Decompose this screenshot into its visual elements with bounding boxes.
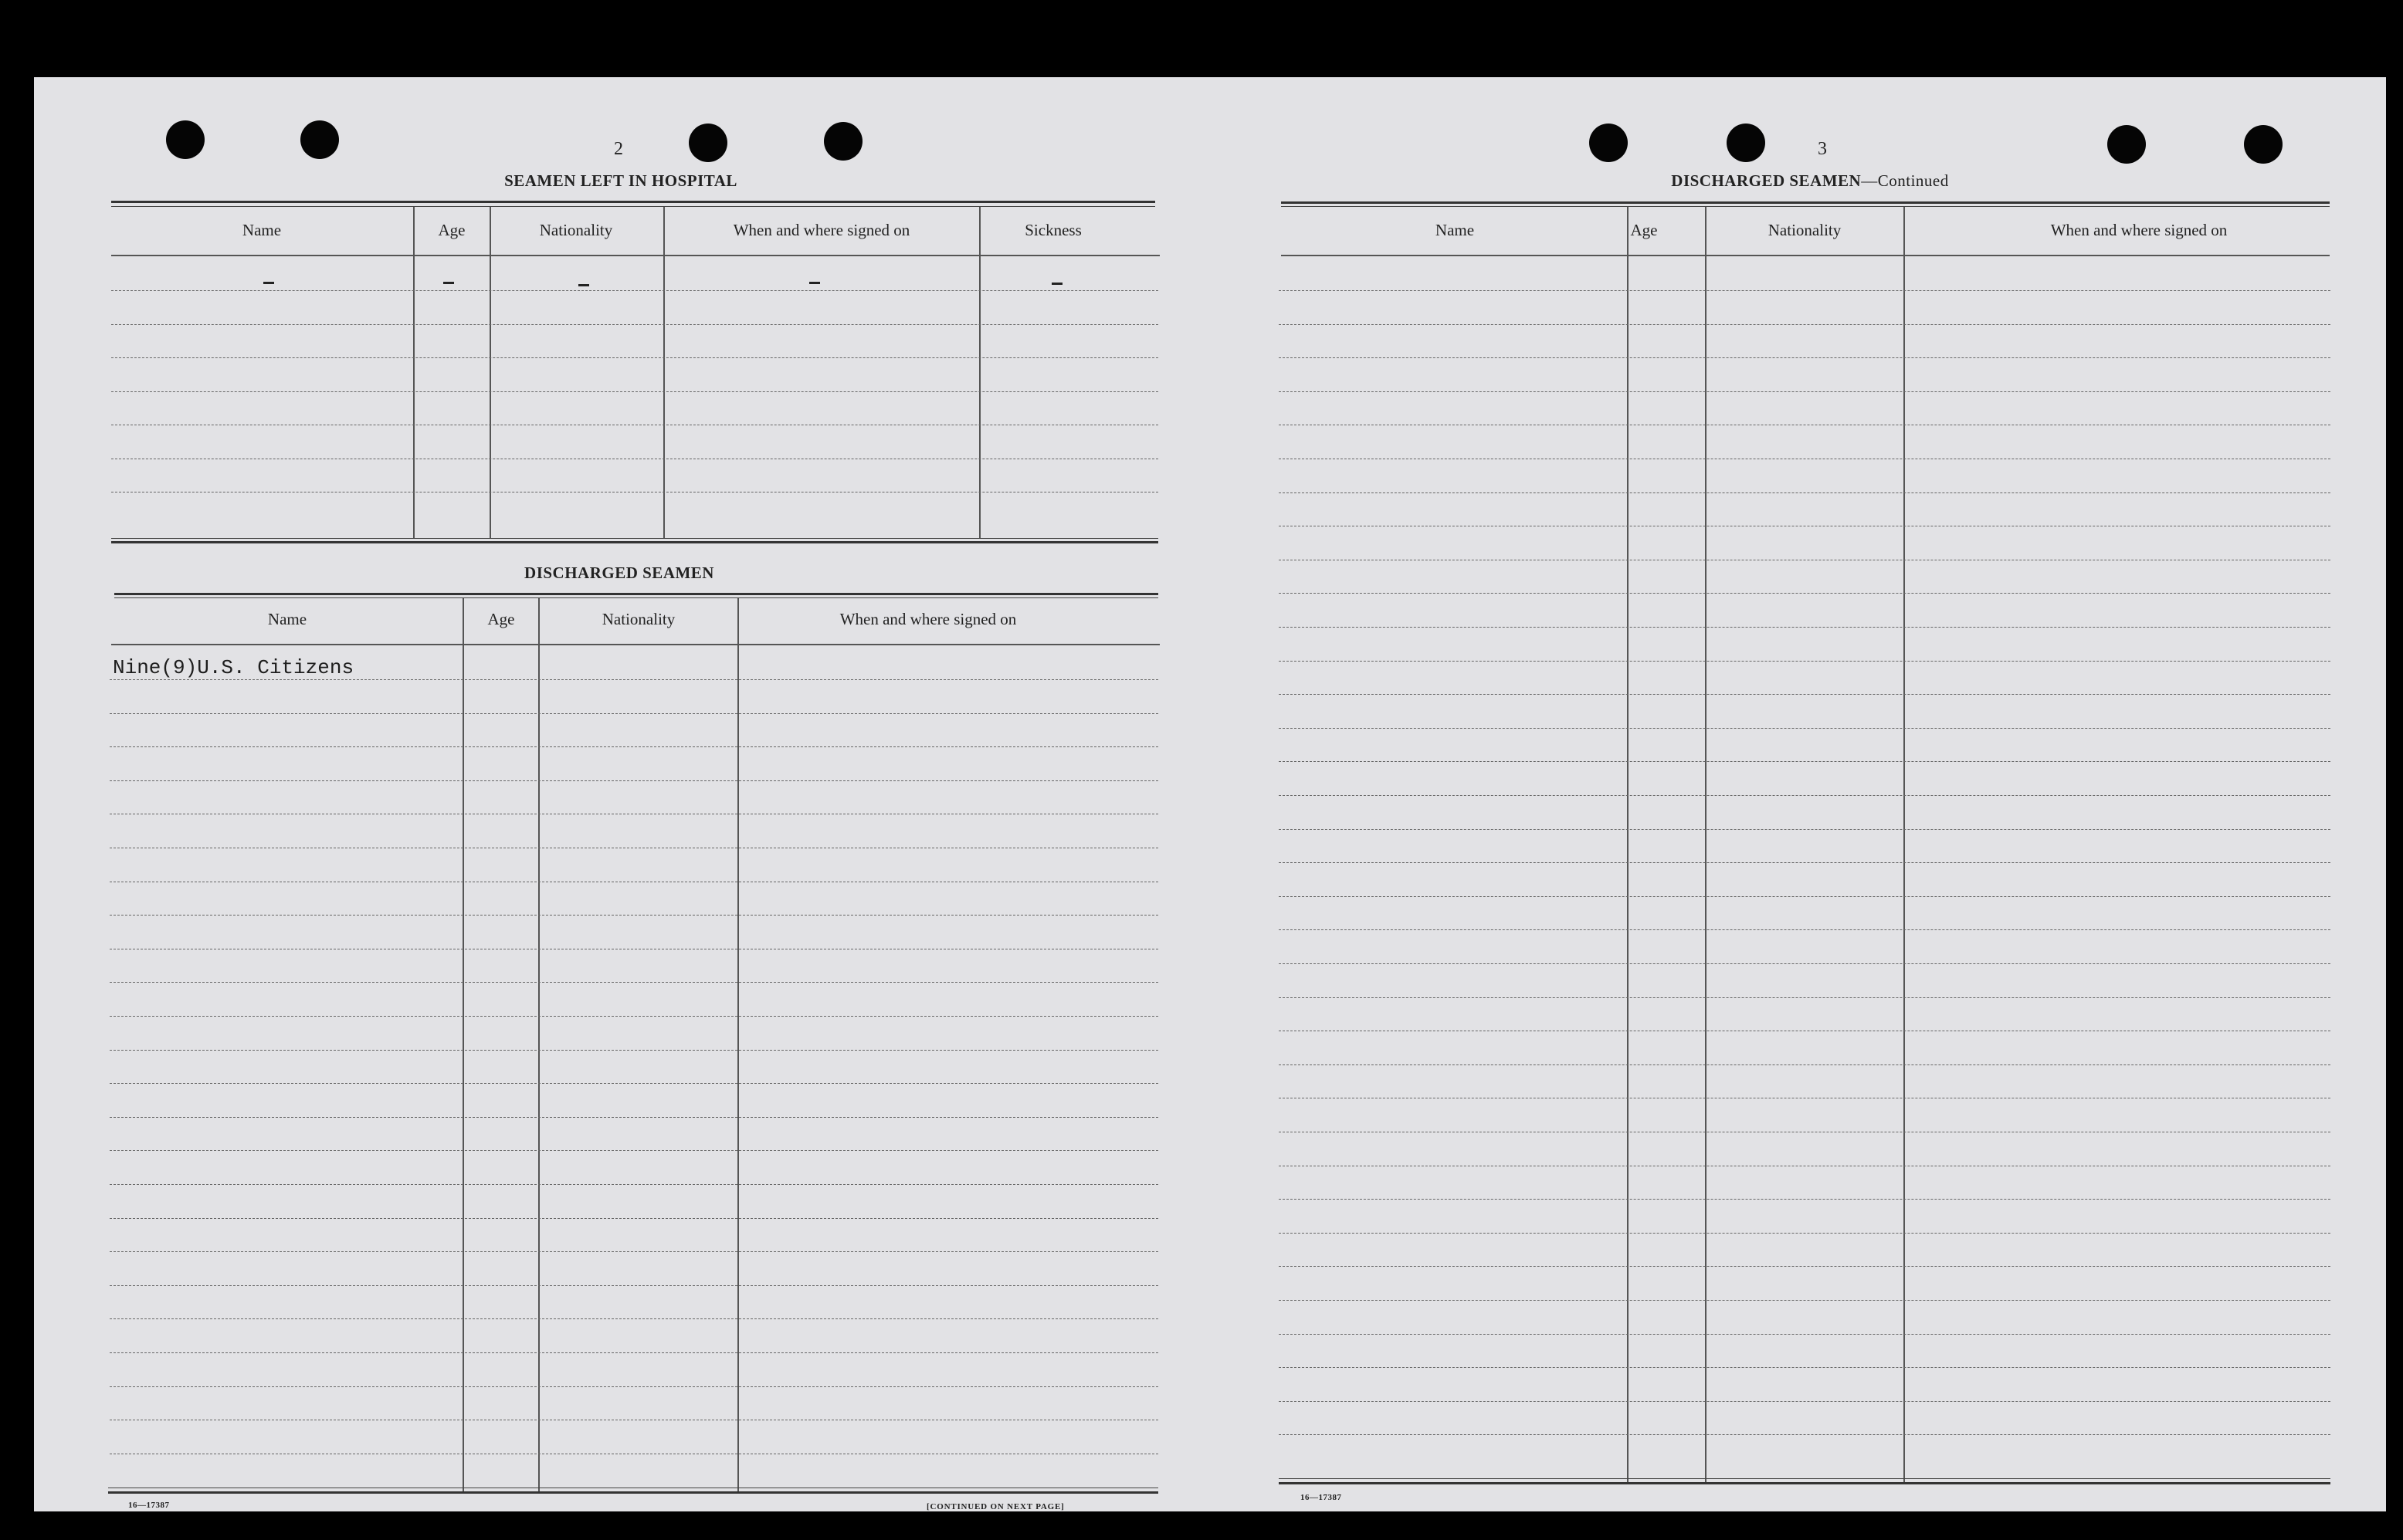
left-page	[34, 77, 1209, 1511]
header-divider	[111, 644, 1160, 645]
ruled-line	[1279, 1266, 2330, 1267]
ruled-line	[110, 1016, 1158, 1017]
table-top-rule	[114, 597, 1158, 598]
table-bottom-rule	[1279, 1482, 2330, 1484]
ruled-line	[1279, 862, 2330, 863]
ruled-line	[110, 915, 1158, 916]
form-number: 16—17387	[1300, 1493, 1342, 1502]
header-divider	[1281, 255, 2330, 256]
ruled-line	[111, 391, 1158, 392]
punch-hole	[2244, 125, 2283, 164]
ruled-line	[110, 1251, 1158, 1252]
ruled-line	[1279, 1199, 2330, 1200]
punch-hole	[2107, 125, 2146, 164]
ruled-line	[1279, 357, 2330, 358]
ruled-line	[110, 1050, 1158, 1051]
column-divider	[1903, 207, 1905, 1484]
punch-hole	[1589, 124, 1628, 162]
table-bottom-rule	[108, 1491, 1158, 1494]
punch-hole	[166, 120, 205, 159]
ruled-line	[1279, 1434, 2330, 1435]
ruled-line	[1279, 1401, 2330, 1402]
page-number: 2	[614, 139, 623, 159]
column-header-name: Name	[242, 221, 282, 239]
ledger-sheet	[34, 77, 2386, 1511]
table-top-rule	[1281, 201, 2330, 204]
right-page	[1209, 77, 2386, 1511]
ruled-line	[1279, 661, 2330, 662]
discharged-section-title: DISCHARGED SEAMEN	[524, 564, 714, 582]
column-divider	[490, 207, 491, 539]
ruled-line	[110, 982, 1158, 983]
ruled-line	[1279, 593, 2330, 594]
column-divider	[1627, 207, 1629, 1484]
ruled-line	[1279, 627, 2330, 628]
column-divider	[1705, 207, 1707, 1484]
table-top-rule	[1281, 206, 2330, 207]
form-number: 16—17387	[128, 1501, 170, 1510]
column-header-name: Name	[267, 610, 307, 628]
ruled-line	[110, 1150, 1158, 1151]
blank-mark	[443, 282, 454, 284]
table-bottom-rule	[111, 541, 1158, 543]
ruled-line	[110, 1285, 1158, 1286]
column-header-nationality: Nationality	[1768, 221, 1842, 239]
ruled-line	[111, 290, 1158, 291]
page-number: 3	[1818, 139, 1827, 159]
table-top-rule	[111, 201, 1155, 203]
ruled-line	[1279, 324, 2330, 325]
column-header-nationality: Nationality	[602, 610, 676, 628]
column-header-nationality: Nationality	[539, 221, 613, 239]
punch-hole	[300, 120, 339, 159]
punch-hole	[824, 122, 863, 161]
ruled-line	[110, 1218, 1158, 1219]
ruled-line	[1279, 694, 2330, 695]
column-divider	[737, 598, 739, 1494]
hospital-section-title: SEAMEN LEFT IN HOSPITAL	[504, 171, 737, 190]
ruled-line	[110, 1184, 1158, 1185]
blank-mark	[578, 284, 589, 286]
ruled-line	[1279, 896, 2330, 897]
column-header-age: Age	[438, 221, 466, 239]
ruled-line	[1279, 1300, 2330, 1301]
ruled-line	[110, 1318, 1158, 1319]
column-divider	[463, 598, 464, 1494]
ruled-line	[1279, 929, 2330, 930]
ruled-line	[1279, 290, 2330, 291]
column-header-signed-on: When and where signed on	[733, 221, 910, 239]
table-bottom-rule	[111, 538, 1158, 539]
discharged-entry: Nine(9)U.S. Citizens	[113, 656, 354, 679]
table-top-rule	[111, 206, 1155, 207]
title-text: DISCHARGED SEAMEN	[1671, 171, 1862, 190]
ruled-line	[1279, 997, 2330, 998]
column-divider	[663, 207, 665, 539]
discharged-continued-title	[1671, 171, 1948, 191]
ruled-line	[110, 713, 1158, 714]
ruled-line	[1279, 1367, 2330, 1368]
continued-note: [CONTINUED ON NEXT PAGE]	[927, 1502, 1065, 1511]
column-header-name: Name	[1435, 221, 1475, 239]
blank-mark	[263, 282, 274, 284]
column-divider	[979, 207, 981, 539]
punch-hole	[689, 124, 727, 162]
ruled-line	[111, 324, 1158, 325]
ruled-line	[1279, 1334, 2330, 1335]
ruled-line	[1279, 795, 2330, 796]
ruled-line	[110, 679, 1158, 680]
table-bottom-rule	[1279, 1478, 2330, 1479]
header-divider	[111, 255, 1160, 256]
ruled-line	[110, 1352, 1158, 1353]
ruled-line	[1279, 391, 2330, 392]
punch-hole	[1727, 124, 1765, 162]
column-divider	[413, 207, 415, 539]
blank-mark	[1052, 283, 1063, 285]
ruled-line	[1279, 492, 2330, 493]
column-header-signed-on: When and where signed on	[839, 610, 1017, 628]
column-header-signed-on: When and where signed on	[2050, 221, 2228, 239]
ruled-line	[1279, 963, 2330, 964]
column-header-age: Age	[1630, 221, 1658, 239]
ruled-line	[110, 780, 1158, 781]
ruled-line	[1279, 1233, 2330, 1234]
column-divider	[538, 598, 540, 1494]
column-header-age: Age	[487, 610, 515, 628]
ruled-line	[110, 1386, 1158, 1387]
blank-mark	[809, 282, 820, 284]
column-header-sickness: Sickness	[1025, 221, 1082, 239]
ruled-line	[110, 1083, 1158, 1084]
ruled-line	[110, 746, 1158, 747]
ruled-line	[1279, 829, 2330, 830]
ruled-line	[111, 357, 1158, 358]
ruled-line	[1279, 761, 2330, 762]
ruled-line	[1279, 728, 2330, 729]
title-continued: —Continued	[1861, 171, 1949, 190]
ruled-line	[1279, 1064, 2330, 1065]
ruled-line	[110, 1117, 1158, 1118]
table-top-rule	[114, 593, 1158, 595]
